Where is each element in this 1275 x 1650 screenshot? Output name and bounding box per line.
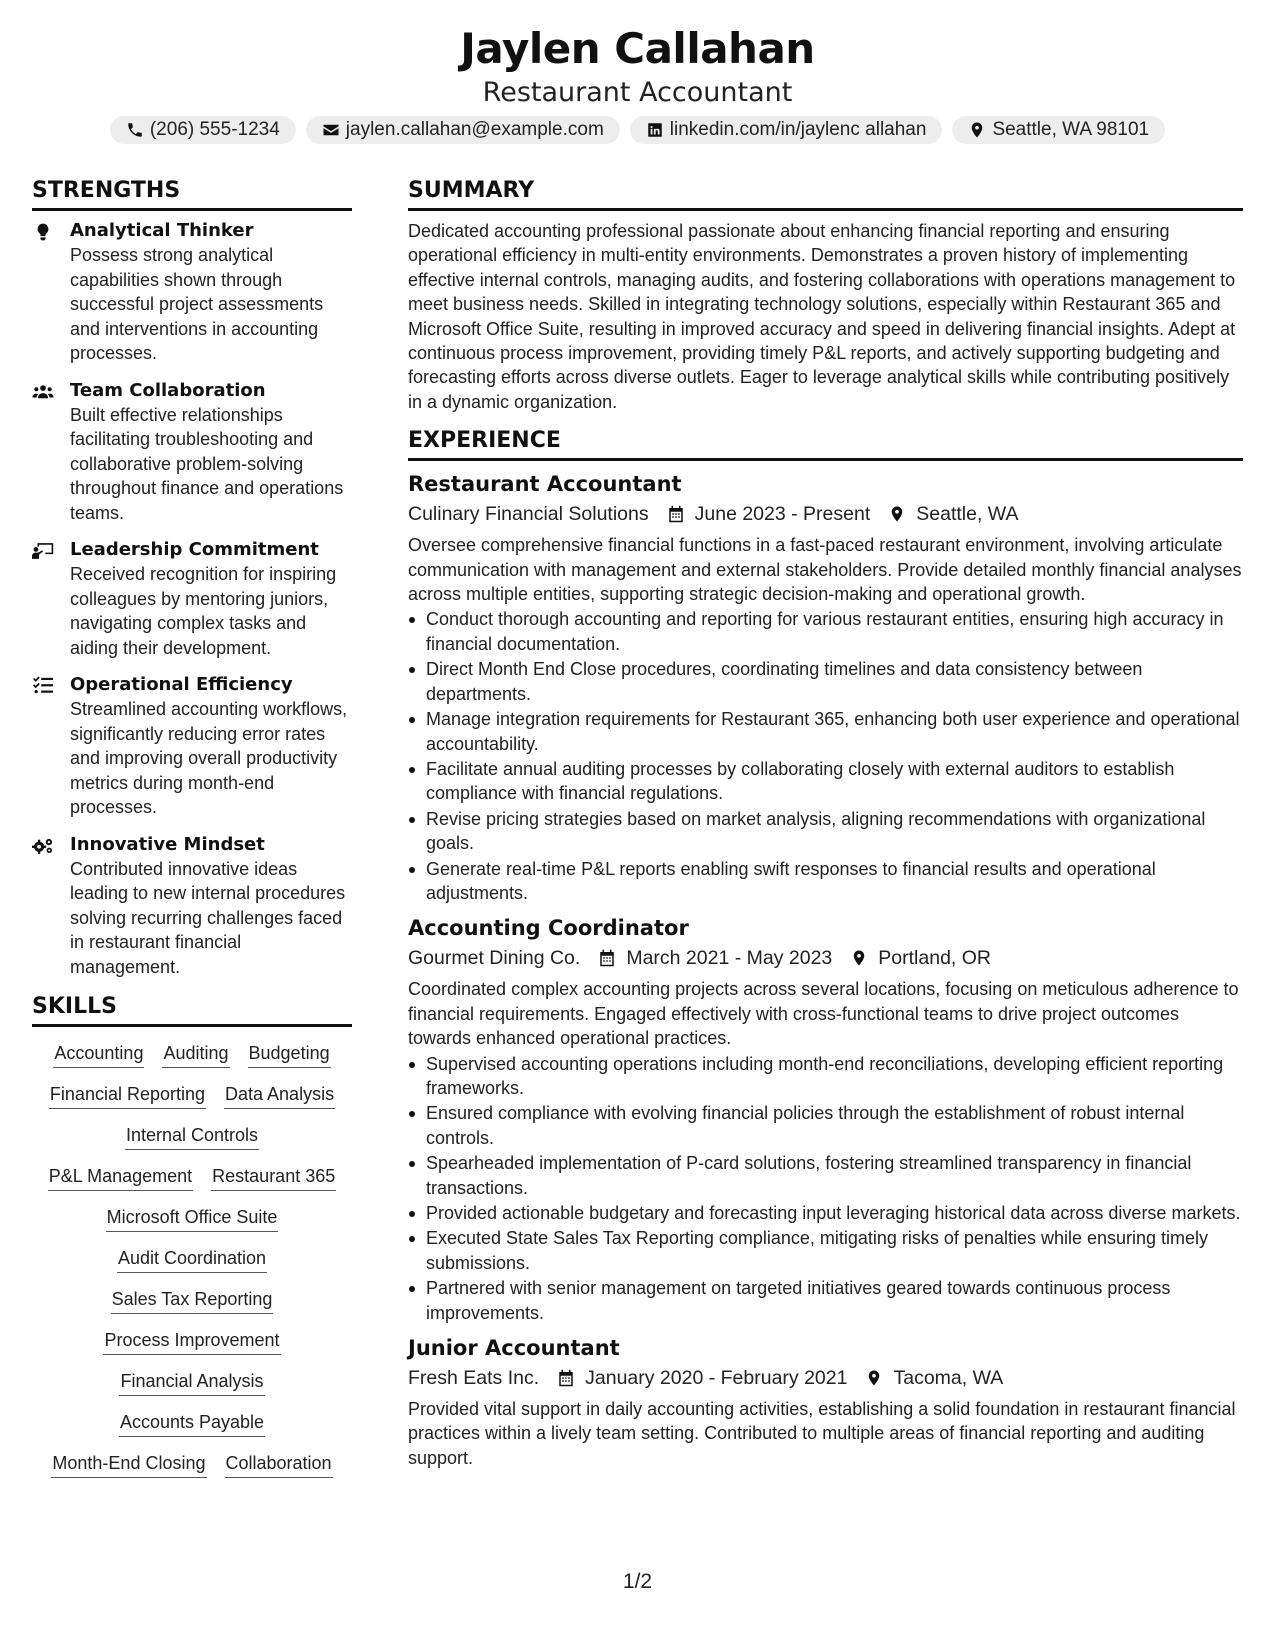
skills-heading: SKILLS	[32, 992, 352, 1027]
job-description: Oversee comprehensive financial functions in a fast-paced restaurant environment, involving articulate communication with management and external stakeholders. Provide detailed monthly financial analyses across multiple entities, supporting strategic decision-making and operational growth.	[408, 535, 1242, 605]
bullet-item: Partnered with senior management on targeted initiatives geared towards continuous process improvements.	[408, 1276, 1243, 1325]
job-description: Provided vital support in daily accounting activities, establishing a solid foundation in restaurant financial practices within a lively team setting. Contributed to multiple areas of financial reporting and auditing support.	[408, 1399, 1236, 1468]
skill-tag: Collaboration	[225, 1451, 333, 1478]
skill-row	[32, 1041, 352, 1068]
job-meta	[408, 943, 1243, 973]
envelope-icon	[322, 121, 340, 139]
calendar-icon	[557, 1369, 575, 1387]
skill-tag: Data Analysis	[224, 1082, 335, 1109]
bullet-item: Conduct thorough accounting and reporting for various restaurant entities, ensuring high accuracy in financial documentation.	[408, 607, 1243, 656]
strength-description: Possess strong analytical capabilities shown through successful project assessments and interventions in accounting processes.	[70, 245, 324, 363]
skill-row	[32, 1246, 352, 1273]
skill-row	[32, 1123, 352, 1150]
strength-title: Innovative Mindset	[70, 833, 265, 855]
skill-row	[32, 1205, 352, 1232]
map-pin-icon	[865, 1369, 883, 1387]
skill-tag: Microsoft Office Suite	[106, 1205, 279, 1232]
map-pin-icon	[888, 505, 906, 523]
experience-section	[408, 426, 1243, 1470]
job-company: Culinary Financial Solutions	[408, 503, 649, 526]
job-description: Coordinated complex accounting projects across several locations, focusing on meticulous adherence to financial requirements. Engaged effectively with cross-functional teams to drive project outcomes towards enhanced operational practices.	[408, 979, 1239, 1049]
page-number: 1/2	[622, 1570, 653, 1593]
bullet-item: Executed State Sales Tax Reporting compliance, mitigating risks of penalties while ensuring timely submissions.	[408, 1226, 1243, 1275]
strength-title: Operational Efficiency	[70, 674, 293, 695]
contact-phone[interactable]	[110, 116, 296, 144]
strength-title: Team Collaboration	[70, 379, 266, 401]
skill-tag: Audit Coordination	[117, 1246, 267, 1273]
skill-row	[32, 1082, 352, 1109]
contact-email-text: jaylen.callahan@example.com	[345, 119, 604, 140]
job-title: Restaurant Accountant	[408, 472, 682, 497]
skill-tag: Financial Analysis	[119, 1369, 264, 1396]
skill-tag: Financial Reporting	[49, 1082, 206, 1109]
map-pin-icon	[968, 121, 986, 139]
bullet-item: Provided actionable budgetary and forecasting input leveraging historical data across diverse markets.	[408, 1201, 1243, 1225]
skills-section	[32, 992, 352, 1478]
skill-tag: Accounts Payable	[119, 1410, 265, 1437]
lightbulb-icon	[32, 222, 54, 242]
contact-phone-text: (206) 555-1234	[149, 119, 280, 140]
gears-icon	[32, 836, 54, 856]
bullet-item: Supervised accounting operations including month-end reconciliations, developing efficient reporting frameworks.	[408, 1052, 1243, 1101]
strength-description: Streamlined accounting workflows, significantly reducing error rates and improving overall productivity metrics during month-end processes.	[70, 699, 348, 817]
contact-location	[952, 116, 1165, 144]
skill-tag: Restaurant 365	[211, 1164, 336, 1191]
job-dates: March 2021 - May 2023	[626, 947, 833, 970]
users-icon	[32, 382, 54, 402]
skill-row	[32, 1369, 352, 1396]
linkedin-icon	[646, 121, 664, 139]
contact-linkedin-text: linkedin.com/in/jaylenc allahan	[669, 119, 927, 140]
job-title: Junior Accountant	[408, 1336, 620, 1361]
bullet-item: Manage integration requirements for Restaurant 365, enhancing both user experience and operational accountability.	[408, 707, 1243, 756]
strength-title: Leadership Commitment	[70, 539, 319, 560]
calendar-icon	[598, 949, 616, 967]
contact-location-text: Seattle, WA 98101	[992, 119, 1150, 140]
job-entry	[408, 913, 1243, 1325]
skill-tag: Internal Controls	[125, 1123, 259, 1150]
chalkboard-teacher-icon	[32, 541, 54, 561]
skill-row	[32, 1287, 352, 1314]
skill-tag: Month-End Closing	[51, 1451, 206, 1478]
job-entry	[408, 469, 1243, 905]
job-dates: June 2023 - Present	[694, 503, 871, 526]
job-title: Accounting Coordinator	[408, 916, 689, 941]
strength-item	[32, 219, 352, 366]
bullet-item: Generate real-time P&L reports enabling swift responses to financial results and operational adjustments.	[408, 857, 1243, 906]
skill-tag: Auditing	[162, 1041, 229, 1068]
skill-row	[32, 1410, 352, 1437]
job-location: Tacoma, WA	[893, 1367, 1004, 1390]
job-company: Gourmet Dining Co.	[408, 947, 581, 970]
resume-header	[0, 0, 1275, 144]
contact-email[interactable]	[306, 116, 620, 144]
left-column	[32, 176, 352, 1478]
bullet-item: Facilitate annual auditing processes by collaborating closely with external auditors to establish compliance with financial regulations.	[408, 757, 1243, 806]
job-meta	[408, 1363, 1243, 1393]
bullet-item: Direct Month End Close procedures, coordinating timelines and data consistency between departments.	[408, 657, 1243, 706]
job-bullets	[408, 1052, 1243, 1325]
calendar-icon	[667, 505, 685, 523]
bullet-item: Ensured compliance with evolving financial policies through the establishment of robust internal controls.	[408, 1101, 1243, 1150]
strength-description: Built effective relationships facilitating troubleshooting and collaborative problem-solving throughout finance and operations teams.	[70, 404, 344, 523]
skill-tag: P&L Management	[48, 1164, 193, 1191]
summary-heading: SUMMARY	[408, 176, 1243, 211]
skill-row	[32, 1164, 352, 1191]
strength-title: Analytical Thinker	[70, 220, 254, 241]
job-company: Fresh Eats Inc.	[408, 1367, 540, 1390]
skill-tag: Budgeting	[248, 1041, 331, 1068]
job-location: Portland, OR	[878, 947, 991, 970]
experience-heading: EXPERIENCE	[408, 426, 1243, 461]
skill-row	[32, 1328, 352, 1355]
skill-tag: Process Improvement	[103, 1328, 280, 1355]
candidate-name: Jaylen Callahan	[460, 24, 815, 73]
skill-tag: Sales Tax Reporting	[111, 1287, 274, 1314]
strength-item	[32, 538, 352, 660]
job-bullets	[408, 607, 1243, 905]
list-check-icon	[32, 676, 54, 696]
summary-text: Dedicated accounting professional passionate about enhancing financial reporting and ensuring operational efficiency in multi-entity environments. Demonstrates a proven history of implementing effective internal controls, managing audits, and fostering collaborations with operations management to meet business needs. Skilled in integrating technology solutions, especially within Restaurant 365 and Microsoft Office Suite, resulting in improved accuracy and speed in delivering financial insights. Adept at continuous process improvement, providing timely P&L reports, and actively supporting budgeting and forecasting efforts across diverse outlets. Eager to leverage analytical skills while contributing positively in a dynamic organization.	[408, 221, 1236, 412]
job-entry	[408, 1333, 1243, 1470]
bullet-item: Spearheaded implementation of P-card solutions, fostering streamlined transparency in financial transactions.	[408, 1151, 1243, 1200]
bullet-item: Revise pricing strategies based on market analysis, aligning recommendations with organizational goals.	[408, 807, 1243, 856]
job-location: Seattle, WA	[916, 503, 1019, 526]
contact-bar	[0, 116, 1275, 144]
strength-item	[32, 379, 352, 526]
strength-description: Received recognition for inspiring colleagues by mentoring juniors, navigating complex tasks and aiding their development.	[70, 564, 337, 658]
job-meta	[408, 499, 1243, 529]
strength-description: Contributed innovative ideas leading to new internal procedures solving recurring challenges faced in restaurant financial management.	[70, 858, 346, 977]
job-dates: January 2020 - February 2021	[585, 1367, 848, 1390]
strength-item	[32, 833, 352, 980]
strengths-heading: STRENGTHS	[32, 176, 352, 211]
skill-tag: Accounting	[53, 1041, 144, 1068]
candidate-role: Restaurant Accountant	[482, 77, 793, 108]
phone-icon	[126, 121, 144, 139]
strength-item	[32, 673, 352, 820]
right-column	[408, 176, 1243, 1470]
skill-row	[32, 1451, 352, 1478]
contact-linkedin[interactable]	[630, 116, 943, 144]
map-pin-icon	[850, 949, 868, 967]
